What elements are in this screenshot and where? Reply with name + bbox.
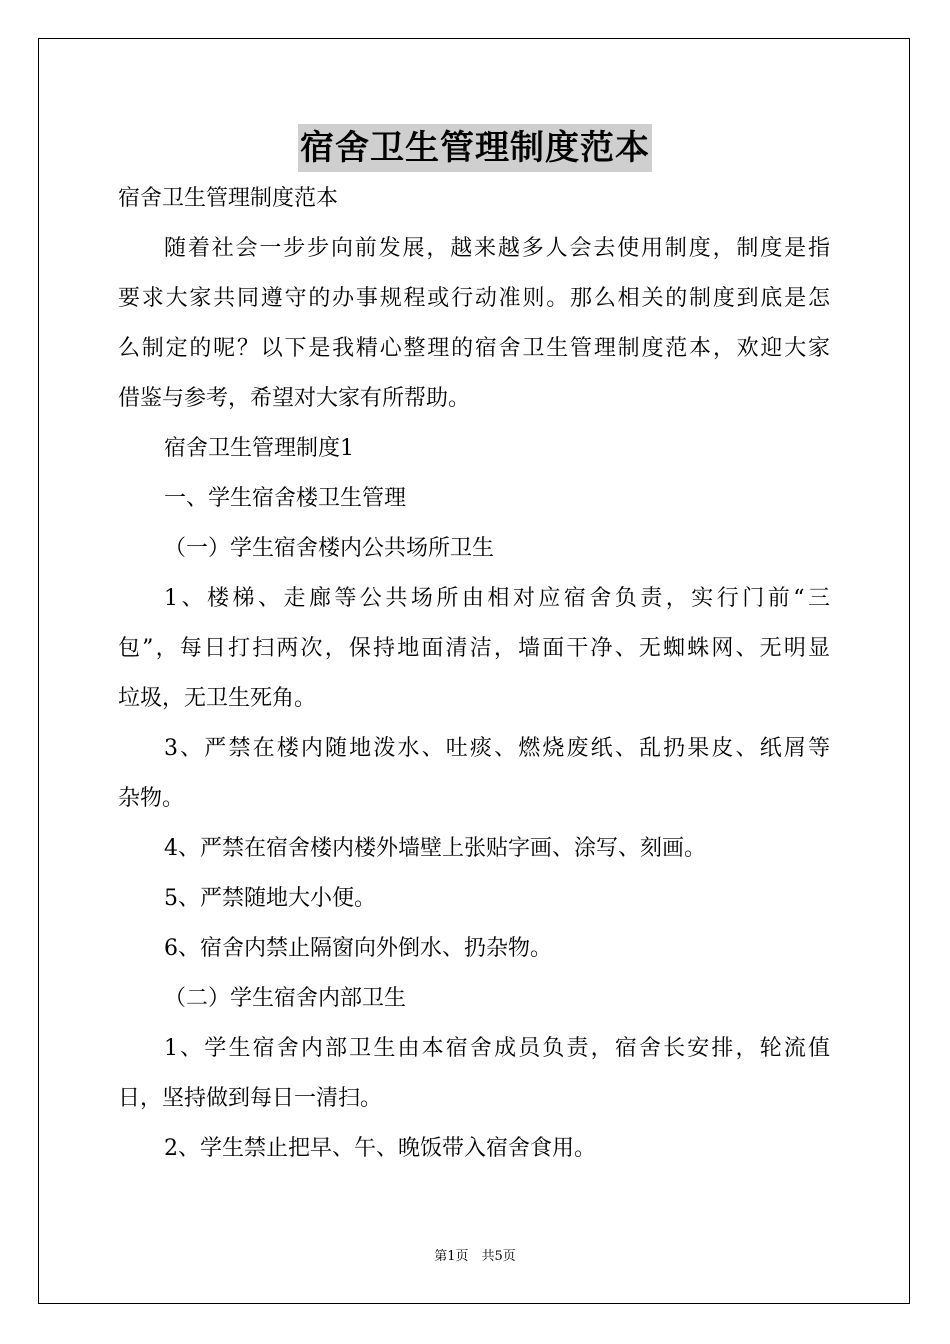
document-title-container (0, 124, 950, 179)
section-heading: 宿舍卫生管理制度1 (164, 436, 354, 461)
subsection-heading: （一）学生宿舍楼内公共场所卫生 (164, 536, 495, 561)
page-footer: 第1页 共5页 (434, 1249, 516, 1264)
paragraph-line: 么制定的呢？以下是我精心整理的宿舍卫生管理制度范本，欢迎大家 (118, 336, 830, 361)
paragraph-line: 2、学生禁止把早、午、晚饭带入宿舍食用。 (164, 1136, 596, 1161)
paragraph-line: 包”，每日打扫两次，保持地面清洁，墙面干净、无蜘蛛网、无明显 (118, 636, 830, 661)
paragraph-line: 6、宿舍内禁止隔窗向外倒水、扔杂物。 (164, 936, 552, 961)
paragraph-line: 1、楼梯、走廊等公共场所由相对应宿舍负责，实行门前“三 (164, 586, 830, 611)
paragraph-line: 4、严禁在宿舍楼内楼外墙壁上张贴字画、涂写、刻画。 (164, 836, 706, 861)
paragraph-line: 垃圾，无卫生死角。 (118, 686, 317, 711)
paragraph-line: 5、严禁随地大小便。 (164, 886, 376, 911)
section-heading: 一、学生宿舍楼卫生管理 (164, 486, 407, 511)
paragraph-line: 要求大家共同遵守的办事规程或行动准则。那么相关的制度到底是怎 (118, 286, 830, 311)
paragraph-line: 1、学生宿舍内部卫生由本宿舍成员负责，宿舍长安排，轮流值 (164, 1036, 830, 1061)
paragraph-line: 杂物。 (118, 786, 185, 811)
page-border (38, 38, 910, 1304)
paragraph-line: 借鉴与参考，希望对大家有所帮助。 (118, 386, 471, 411)
paragraph-line: 3、严禁在楼内随地泼水、吐痰、燃烧废纸、乱扔果皮、纸屑等 (164, 736, 830, 761)
subsection-heading: （二）学生宿舍内部卫生 (164, 986, 407, 1011)
subtitle-line: 宿舍卫生管理制度范本 (118, 186, 339, 211)
paragraph-line: 随着社会一步步向前发展，越来越多人会去使用制度，制度是指 (164, 236, 830, 261)
document-title: 宿舍卫生管理制度范本 (298, 124, 652, 172)
paragraph-line: 日，坚持做到每日一清扫。 (118, 1086, 383, 1111)
